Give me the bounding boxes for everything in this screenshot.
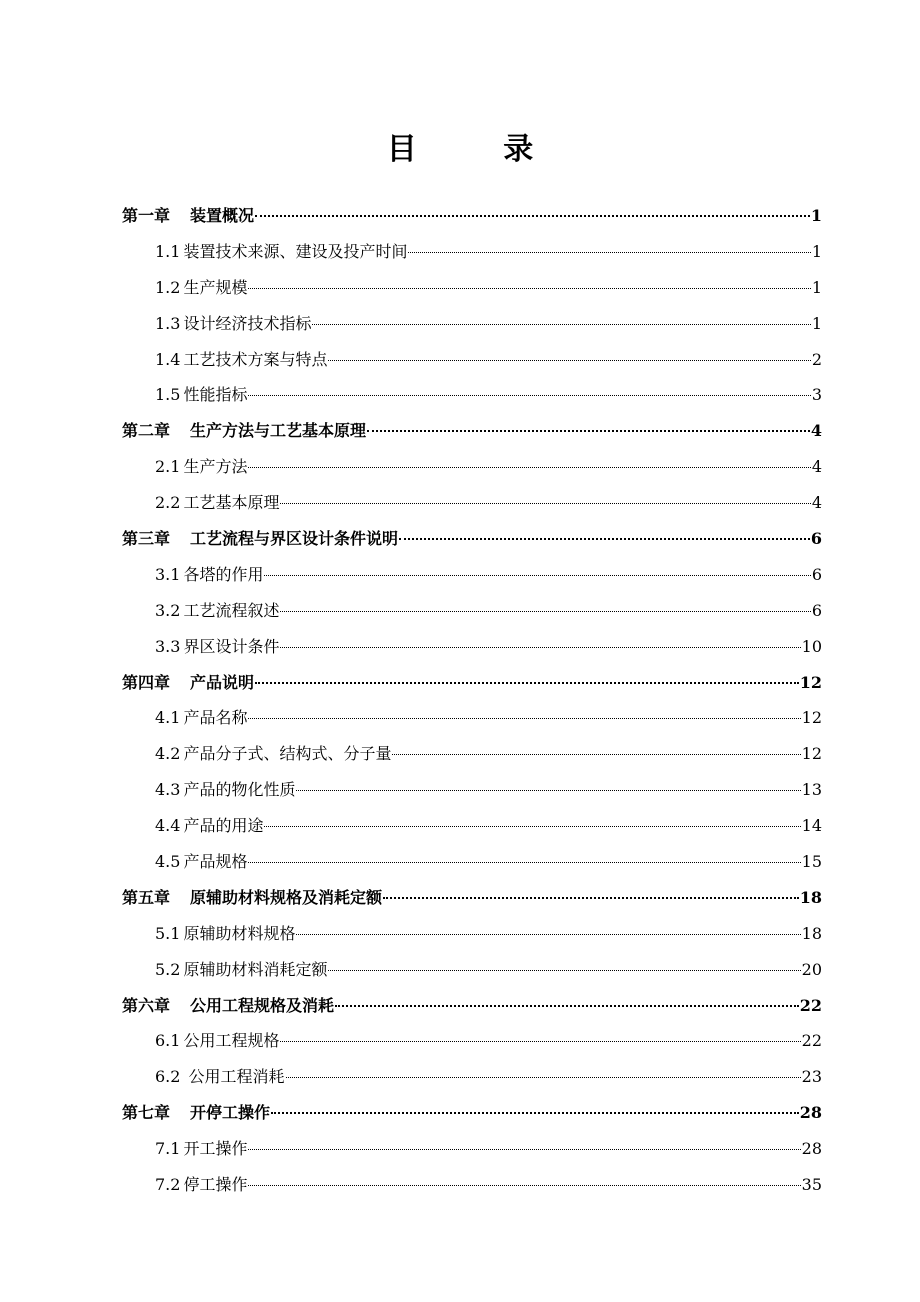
toc-entry-text: 各塔的作用 <box>183 564 264 584</box>
toc-entry-number: 4.2 <box>155 744 181 764</box>
toc-entry-text: 工艺基本原理 <box>183 493 280 513</box>
toc-entry-number: 第二章 <box>122 421 171 441</box>
toc-page-number: 1 <box>811 241 822 261</box>
toc-chapter-entry[interactable] <box>122 665 822 701</box>
toc-page-number: 4 <box>811 457 822 477</box>
toc-section-entry[interactable] <box>122 449 822 485</box>
toc-entry-number: 6.1 <box>155 1031 181 1051</box>
toc-entry-text: 性能指标 <box>183 385 248 405</box>
toc-section-entry[interactable] <box>122 306 822 342</box>
toc-page-number: 22 <box>799 995 822 1015</box>
toc-entry-text: 产品名称 <box>183 708 248 728</box>
toc-page-number: 3 <box>811 385 822 405</box>
toc-dot-leader <box>255 215 810 217</box>
toc-entry-text: 生产方法 <box>183 457 248 477</box>
toc-dot-leader <box>408 252 810 253</box>
toc-entry-number: 3.2 <box>155 600 181 620</box>
toc-entry-number: 1.3 <box>155 313 181 333</box>
toc-dot-leader <box>280 647 800 648</box>
toc-section-entry[interactable] <box>122 736 822 772</box>
toc-entry-label <box>122 988 334 1024</box>
toc-section-entry[interactable] <box>122 808 822 844</box>
toc-entry-text: 原辅助材料消耗定额 <box>183 959 328 979</box>
toc-dot-leader <box>392 754 800 755</box>
toc-entry-label <box>122 521 398 557</box>
toc-entry-number: 第六章 <box>122 995 171 1015</box>
toc-entry-text: 产品的物化性质 <box>183 780 296 800</box>
toc-entry-number: 4.5 <box>155 852 181 872</box>
toc-entry-label <box>155 1023 279 1059</box>
toc-dot-leader <box>286 1077 801 1078</box>
toc-dot-leader <box>328 970 800 971</box>
toc-entry-text: 开停工操作 <box>190 1103 271 1123</box>
toc-entry-number: 1.4 <box>155 349 181 369</box>
toc-entry-number: 第七章 <box>122 1103 171 1123</box>
toc-entry-text: 产品规格 <box>183 852 248 872</box>
toc-dot-leader <box>264 826 800 827</box>
toc-page-number: 4 <box>810 421 822 441</box>
toc-entry-text: 生产方法与工艺基本原理 <box>190 421 367 441</box>
toc-section-entry[interactable] <box>122 700 822 736</box>
toc-page-number: 1 <box>810 206 822 225</box>
toc-chapter-entry[interactable] <box>122 521 822 557</box>
toc-entry-number: 1.5 <box>155 385 181 405</box>
toc-dot-leader <box>271 1112 799 1114</box>
toc-page-number: 2 <box>811 349 822 369</box>
toc-entry-label <box>155 844 247 880</box>
toc-section-entry[interactable] <box>122 629 822 665</box>
toc-page-number: 13 <box>801 780 822 800</box>
toc-entry-label <box>155 270 247 306</box>
toc-page-number: 12 <box>799 672 822 692</box>
toc-entry-label <box>122 665 254 701</box>
toc-entry-label <box>155 485 279 521</box>
toc-dot-leader <box>248 1149 800 1150</box>
toc-entry-label <box>155 629 279 665</box>
toc-dot-leader <box>296 790 800 791</box>
toc-entry-text: 产品分子式、结构式、分子量 <box>183 744 392 764</box>
toc-section-entry[interactable] <box>122 1167 822 1203</box>
toc-section-entry[interactable] <box>122 377 822 413</box>
toc-page-number: 28 <box>799 1103 822 1123</box>
toc-entry-number: 3.3 <box>155 636 181 656</box>
toc-entry-text: 公用工程规格及消耗 <box>190 995 335 1015</box>
toc-entry-number: 第四章 <box>122 672 171 692</box>
toc-entry-number: 3.1 <box>155 564 181 584</box>
toc-section-entry[interactable] <box>122 844 822 880</box>
toc-entry-text: 生产规模 <box>183 277 248 297</box>
toc-entry-label <box>122 1095 270 1131</box>
toc-entry-number: 第三章 <box>122 529 171 549</box>
toc-entry-label <box>155 377 247 413</box>
toc-entry-text: 设计经济技术指标 <box>183 313 312 333</box>
toc-page-number: 23 <box>801 1067 822 1087</box>
toc-entry-text: 公用工程规格 <box>183 1031 280 1051</box>
toc-entry-text: 装置概况 <box>190 206 255 225</box>
toc-entry-number: 2.1 <box>155 457 181 477</box>
toc-dot-leader <box>248 288 810 289</box>
toc-entry-number: 第五章 <box>122 887 171 907</box>
toc-entry-number: 4.1 <box>155 708 181 728</box>
toc-entry-text: 原辅助材料规格及消耗定额 <box>190 887 383 907</box>
toc-chapter-entry[interactable] <box>122 198 822 234</box>
toc-page-number: 12 <box>801 744 822 764</box>
toc-entry-label <box>155 557 263 593</box>
toc-entry-text: 产品的用途 <box>183 816 264 836</box>
toc-section-entry[interactable] <box>122 485 822 521</box>
toc-section-entry[interactable] <box>122 270 822 306</box>
toc-entry-number: 5.2 <box>155 959 181 979</box>
toc-dot-leader <box>264 575 810 576</box>
toc-entry-label <box>155 1167 247 1203</box>
toc-section-entry[interactable] <box>122 1131 822 1167</box>
toc-entry-label <box>155 1131 247 1167</box>
toc-dot-leader <box>248 1185 800 1186</box>
toc-page-number: 22 <box>801 1031 822 1051</box>
toc-entry-text: 装置技术来源、建设及投产时间 <box>183 241 408 261</box>
toc-page-number: 20 <box>801 959 822 979</box>
toc-entry-label <box>122 880 382 916</box>
toc-entry-text: 原辅助材料规格 <box>183 923 296 943</box>
toc-list <box>122 198 822 1203</box>
toc-dot-leader <box>296 934 800 935</box>
toc-page-number: 12 <box>801 708 822 728</box>
toc-entry-label <box>155 306 311 342</box>
toc-page-number: 1 <box>811 313 822 333</box>
toc-entry-text: 工艺流程与界区设计条件说明 <box>190 529 399 549</box>
toc-dot-leader <box>399 538 810 540</box>
toc-entry-label <box>122 198 254 234</box>
toc-section-entry[interactable] <box>122 772 822 808</box>
toc-entry-label <box>155 916 295 952</box>
toc-entry-number: 1.1 <box>155 241 181 261</box>
toc-entry-number: 7.1 <box>155 1139 181 1159</box>
toc-section-entry[interactable] <box>122 342 822 378</box>
toc-dot-leader <box>367 430 810 432</box>
toc-entry-label <box>155 952 327 988</box>
toc-entry-label <box>122 413 366 449</box>
toc-entry-number: 1.2 <box>155 277 181 297</box>
toc-section-entry[interactable] <box>122 916 822 952</box>
toc-entry-number: 7.2 <box>155 1175 181 1195</box>
toc-dot-leader <box>335 1005 799 1007</box>
toc-page-number: 35 <box>801 1175 822 1195</box>
toc-dot-leader <box>248 862 800 863</box>
toc-page-number: 4 <box>811 493 822 513</box>
toc-page-number: 28 <box>801 1139 822 1159</box>
toc-entry-text: 工艺技术方案与特点 <box>183 349 328 369</box>
toc-entry-number: 第一章 <box>122 206 171 225</box>
toc-entry-label <box>155 700 247 736</box>
toc-entry-label <box>155 593 279 629</box>
toc-page-number: 15 <box>801 852 822 872</box>
toc-page-number: 14 <box>801 816 822 836</box>
toc-page-number: 18 <box>801 923 822 943</box>
toc-chapter-entry[interactable] <box>122 1095 822 1131</box>
toc-section-entry[interactable] <box>122 593 822 629</box>
toc-entry-text: 开工操作 <box>183 1139 248 1159</box>
toc-section-entry[interactable] <box>122 234 822 270</box>
toc-dot-leader <box>248 395 810 396</box>
toc-section-entry[interactable] <box>122 952 822 988</box>
toc-entry-label <box>155 1059 285 1095</box>
toc-entry-number: 6.2 <box>155 1067 186 1087</box>
toc-dot-leader <box>280 1041 800 1042</box>
toc-dot-leader <box>255 682 799 684</box>
toc-title: 目 录 <box>386 132 572 167</box>
toc-page-number: 6 <box>810 529 822 549</box>
toc-page-number: 10 <box>801 636 822 656</box>
toc-dot-leader <box>248 467 810 468</box>
toc-entry-text: 产品说明 <box>190 672 255 692</box>
toc-dot-leader <box>280 503 810 504</box>
toc-page-number: 6 <box>811 564 822 584</box>
toc-entry-number: 2.2 <box>155 493 181 513</box>
toc-section-entry[interactable] <box>122 1059 822 1095</box>
toc-page-number: 1 <box>811 277 822 297</box>
toc-entry-number: 4.4 <box>155 816 181 836</box>
toc-dot-leader <box>328 360 810 361</box>
toc-section-entry[interactable] <box>122 557 822 593</box>
toc-entry-text: 界区设计条件 <box>183 636 280 656</box>
toc-chapter-entry[interactable] <box>122 880 822 916</box>
toc-dot-leader <box>312 324 810 325</box>
toc-entry-label <box>155 808 263 844</box>
toc-dot-leader <box>280 611 810 612</box>
toc-chapter-entry[interactable] <box>122 413 822 449</box>
toc-entry-label <box>155 736 391 772</box>
toc-dot-leader <box>248 718 800 719</box>
toc-entry-label <box>155 342 327 378</box>
toc-chapter-entry[interactable] <box>122 988 822 1024</box>
toc-entry-label <box>155 234 407 270</box>
toc-entry-label <box>155 449 247 485</box>
toc-entry-number: 5.1 <box>155 923 181 943</box>
toc-entry-number: 4.3 <box>155 780 181 800</box>
toc-entry-label <box>155 772 295 808</box>
toc-page-number: 18 <box>799 887 822 907</box>
toc-entry-text: 工艺流程叙述 <box>183 600 280 620</box>
toc-entry-text: 停工操作 <box>183 1175 248 1195</box>
toc-dot-leader <box>383 897 799 899</box>
toc-page-number: 6 <box>811 600 822 620</box>
toc-entry-text: 公用工程消耗 <box>188 1067 285 1087</box>
toc-section-entry[interactable] <box>122 1023 822 1059</box>
